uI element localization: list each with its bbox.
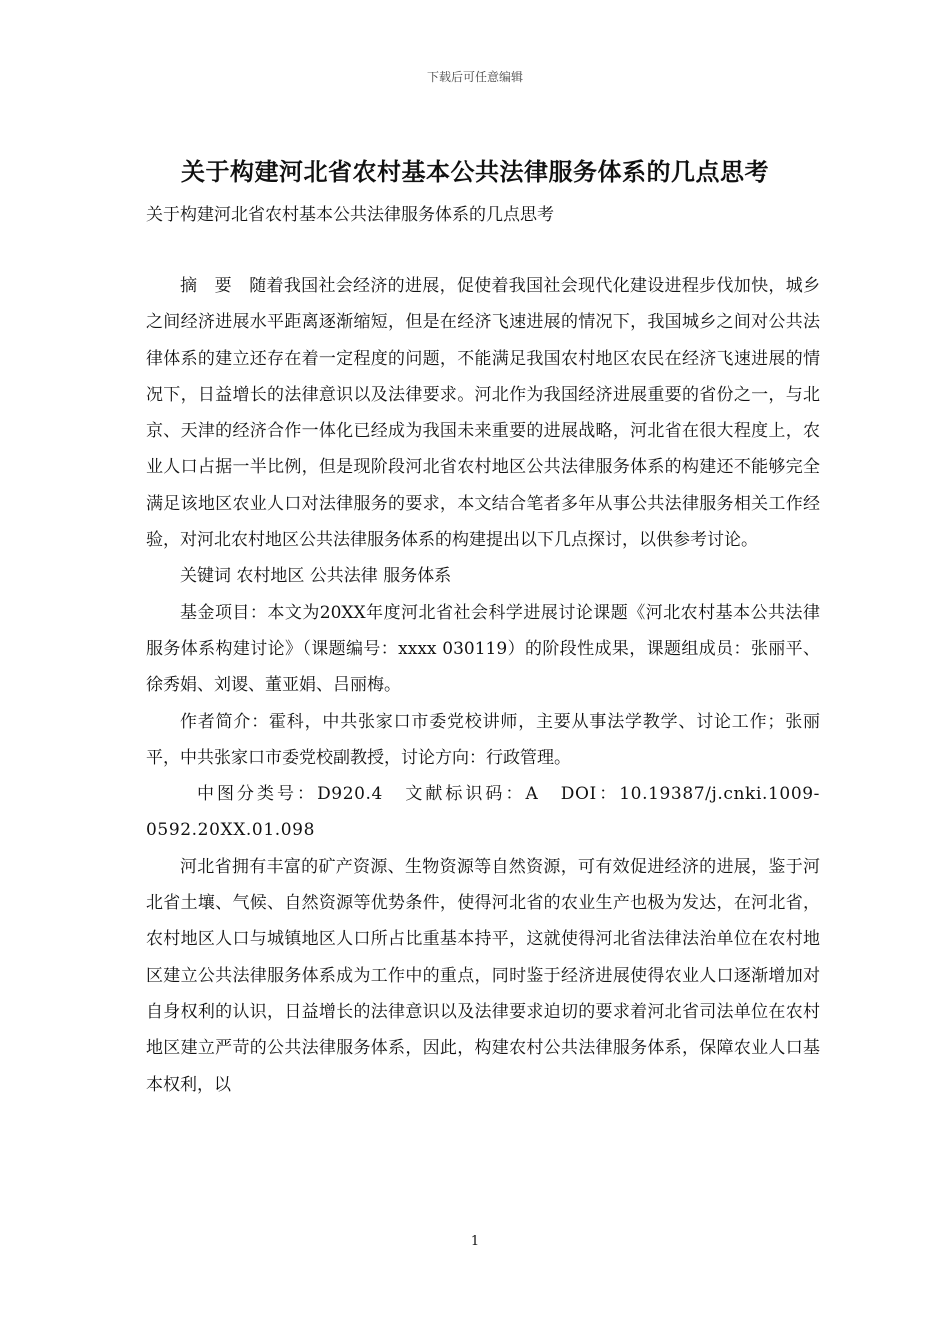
page-number: 1 (470, 1234, 480, 1249)
fund-paragraph: 基金项目：本文为20XX年度河北省社会科学进展讨论课题《河北农村基本公共法律服务体系构建讨论》（课题编号：xxxx 030119）的阶段性成果，课题组成员：张丽平、徐秀娟、刘谡、董亚娟、吕丽梅。 (146, 602, 820, 696)
document-subtitle: 关于构建河北省农村基本公共法律服务体系的几点思考 (146, 205, 554, 225)
classification-paragraph: 中图分类号：D920.4 文献标识码：A DOI：10.19387/j.cnki.1009-0592.20XX.01.098 (146, 784, 820, 841)
body-paragraph: 河北省拥有丰富的矿产资源、生物资源等自然资源，可有效促进经济的进展，鉴于河北省土壤、气候、自然资源等优势条件，使得河北省的农业生产也极为发达，在河北省，农村地区人口与城镇地区人口所占比重基本持平，这就使得河北省法律法治单位在农村地区建立公共法律服务体系成为工作中的重点，同时鉴于经济进展使得农业人口逐渐增加对自身权利的认识，日益增长的法律意识以及法律要求迫切的要求着河北省司法单位在农村地区建立严苛的公共法律服务体系，因此，构建农村公共法律服务体系，保障农业人口基本权利，以 (146, 856, 820, 1095)
author-paragraph: 作者简介：霍科，中共张家口市委党校讲师，主要从事法学教学、讨论工作；张丽平，中共张家口市委党校副教授，讨论方向：行政管理。 (146, 711, 820, 768)
page-header-note: 下载后可任意编辑 (426, 70, 523, 84)
document-title: 关于构建河北省农村基本公共法律服务体系的几点思考 (181, 157, 769, 186)
document-body (146, 268, 820, 1103)
abstract-paragraph: 摘 要 随着我国社会经济的进展，促使着我国社会现代化建设进程步伐加快，城乡之间经济进展水平距离逐渐缩短，但是在经济飞速进展的情况下，我国城乡之间对公共法律体系的建立还存在着一定程度的问题，不能满足我国农村地区农民在经济飞速进展的情况下，日益增长的法律意识以及法律要求。河北作为我国经济进展重要的省份之一，与北京、天津的经济合作一体化已经成为我国未来重要的进展战略，河北省在很大程度上，农业人口占据一半比例，但是现阶段河北省农村地区公共法律服务体系的构建还不能够完全满足该地区农业人口对法律服务的要求，本文结合笔者多年从事公共法律服务相关工作经验，对河北农村地区公共法律服务体系的构建提出以下几点探讨，以供参考讨论。 (146, 276, 820, 551)
keywords-paragraph: 关键词 农村地区 公共法律 服务体系 (180, 566, 452, 587)
